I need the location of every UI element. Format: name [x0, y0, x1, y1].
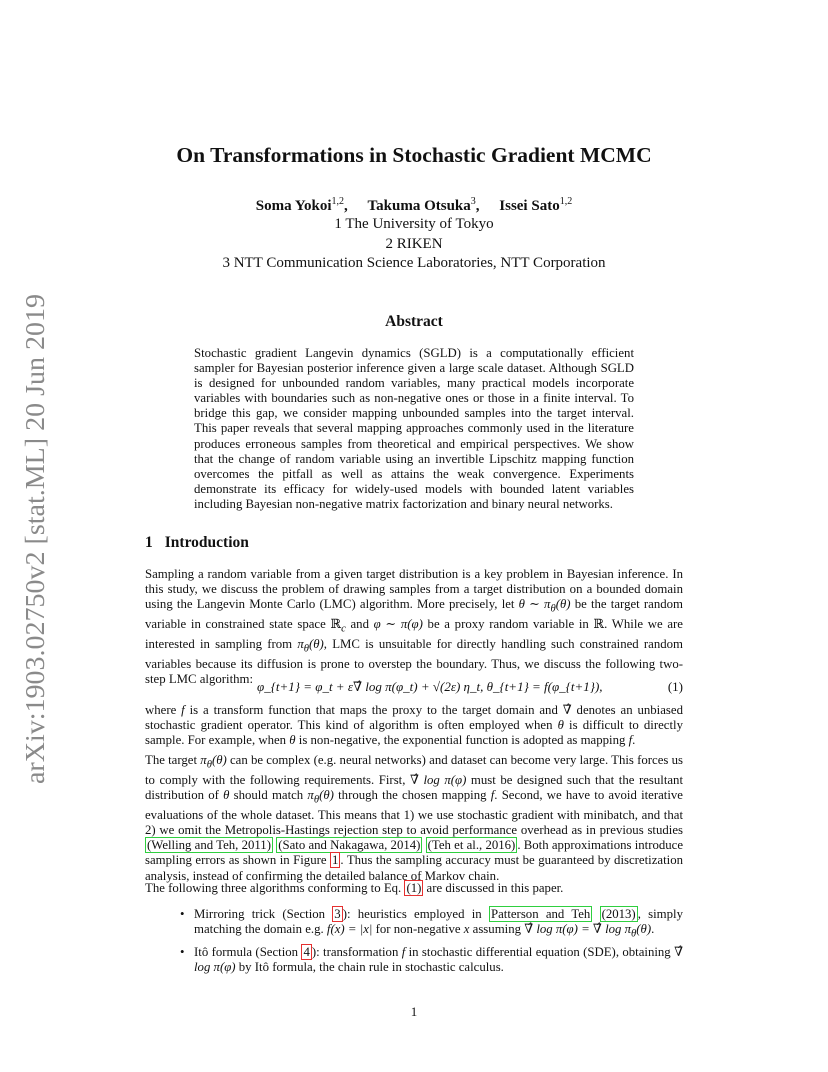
section-title: Introduction — [164, 534, 249, 551]
paragraph: The target $\pi_\theta(\theta)$ can be complex (e.g. neural networks) and dataset can become very large. This forces us to comply with the following requirements. First, ∇̂ log π(φ) must be designed such that the resultant distribution of θ should match $\pi_\theta(\theta)$ through the chosen mapping f. Second, we have to avoid iterative evaluations of the whole dataset. This means that 1) we use stochastic gradient with minibatch, and that 2) we omit the Metropolis-Hastings rejection step to avoid performance overhead as in previous studies (Welling and Teh, 2011) (Sato and Nakagawa, 2014) (Teh et al., 2016) . Both approximations introduce sampling errors as shown in Figure 1 . Thus the sampling accuracy must be guaranteed by discretization analysis, instead of confirming the detailed balance of Markov chain. — [145, 753, 684, 883]
author: Issei Sato$^{1,2}$ — [499, 196, 573, 214]
paragraph: The following three algorithms conforming to Eq. (1) are discussed in this paper. — [145, 881, 564, 895]
list-item: • Itô formula (Section 4 ): transformation f in stochastic differential equation (SDE), obtaining ∇̂ log π(φ) by Itô formula, the chain rule in stochastic calculus. — [180, 945, 683, 975]
bullet-list — [178, 907, 683, 979]
paragraph: where f is a transform function that maps the proxy to the target domain and ∇̂ denotes an unbiased stochastic gradient operator. This kind of algorithm is often employed when θ is difficult to directly sample. For example, when θ is non-negative, the exponential function is adopted as mapping f. — [145, 703, 683, 748]
affiliations — [0, 215, 828, 274]
page-number: 1 — [410, 1004, 418, 1019]
affiliation: 2 RIKEN — [385, 235, 443, 252]
paper-title: On Transformations in Stochastic Gradient MCMC — [176, 143, 652, 167]
abstract-heading: Abstract — [385, 313, 443, 330]
section-heading — [145, 534, 249, 552]
arxiv-id-text: arXiv:1903.02750v2 [stat.ML] 20 Jun 2019 — [19, 302, 50, 784]
citation-link[interactable]: Patterson and Teh — [490, 907, 591, 921]
list-item: • Mirroring trick (Section 3 ): heuristics employed in Patterson and Teh (2013) , simply matching the domain e.g. f(x) = |x| for non-negative x assuming ∇̂ log π(φ) = ∇̂ $\log \pi_\theta(\theta)$. — [180, 907, 683, 940]
equation-formula: φ_{t+1} = φ_t + ε∇̂ log π(φ_t) + √(2ε) η_t, θ_{t+1} = f(φ_{t+1}), — [257, 679, 603, 694]
equation-link[interactable]: (1) — [406, 881, 422, 895]
author-list — [0, 196, 828, 215]
author: Soma Yokoi$^{1,2}$, — [255, 196, 348, 214]
citation-link[interactable]: (Welling and Teh, 2011) — [147, 838, 271, 853]
arxiv-identifier[interactable] — [4, 290, 60, 790]
paragraph: Sampling a random variable from a given target distribution is a key problem in Bayesian inference. In this study, we discuss the problem of drawing samples from a target distribution on a bounded domain using the Langevin Monte Carlo (LMC) algorithm. More precisely, let θ ∼ $\pi_\theta(\theta)$ be the target random variable in constrained state space ℝ$_c$ and φ ∼ π(φ) be a proxy random variable in ℝ. While we are interested in sampling from $\pi_\theta(\theta)$, LMC is unsuitable for directly handling such constrained random variables because its diffusion is prone to overstep the boundary. Thus, we discuss the following two-step LMC algorithm: — [145, 567, 683, 686]
equation-number: (1) — [667, 679, 683, 694]
section-link[interactable]: 4 — [303, 945, 310, 960]
figure-link[interactable]: 1 — [332, 853, 339, 868]
abstract-text: Stochastic gradient Langevin dynamics (SGLD) is a computationally efficient sampler for Bayesian posterior inference given a large scale dataset. Although SGLD is designed for unbounded random variables, many practical models incorporate variables with boundaries such as non-negative ones or those in a finite interval. To bridge this gap, we consider mapping unbounded samples into the target interval. This paper reveals that several mapping approaches commonly used in the literature produces erroneous samples from theoretical and empirical perspectives. We show that the change of random variable using an invertible Lipschitz mapping function overcomes the pitfall as well as attains the weak convergence. Experiments demonstrate its efficacy for widely-used models with bounded latent variables including Bayesian non-negative matrix factorization and binary neural networks. — [194, 346, 634, 511]
section-link[interactable]: 3 — [334, 907, 341, 921]
affiliation: 1 The University of Tokyo — [334, 216, 494, 232]
citation-link[interactable]: (Sato and Nakagawa, 2014) — [278, 838, 421, 853]
author: Takuma Otsuka$^3$, — [367, 196, 480, 214]
citation-link[interactable]: (Teh et al., 2016) — [427, 838, 516, 853]
bullet-icon: • — [180, 907, 185, 921]
equation-1 — [145, 679, 683, 697]
citation-link[interactable]: (2013) — [601, 907, 636, 921]
section-number: 1 — [145, 534, 153, 551]
bullet-icon: • — [180, 945, 185, 960]
affiliation: 3 NTT Communication Science Laboratories, NTT Corporation — [222, 255, 606, 272]
